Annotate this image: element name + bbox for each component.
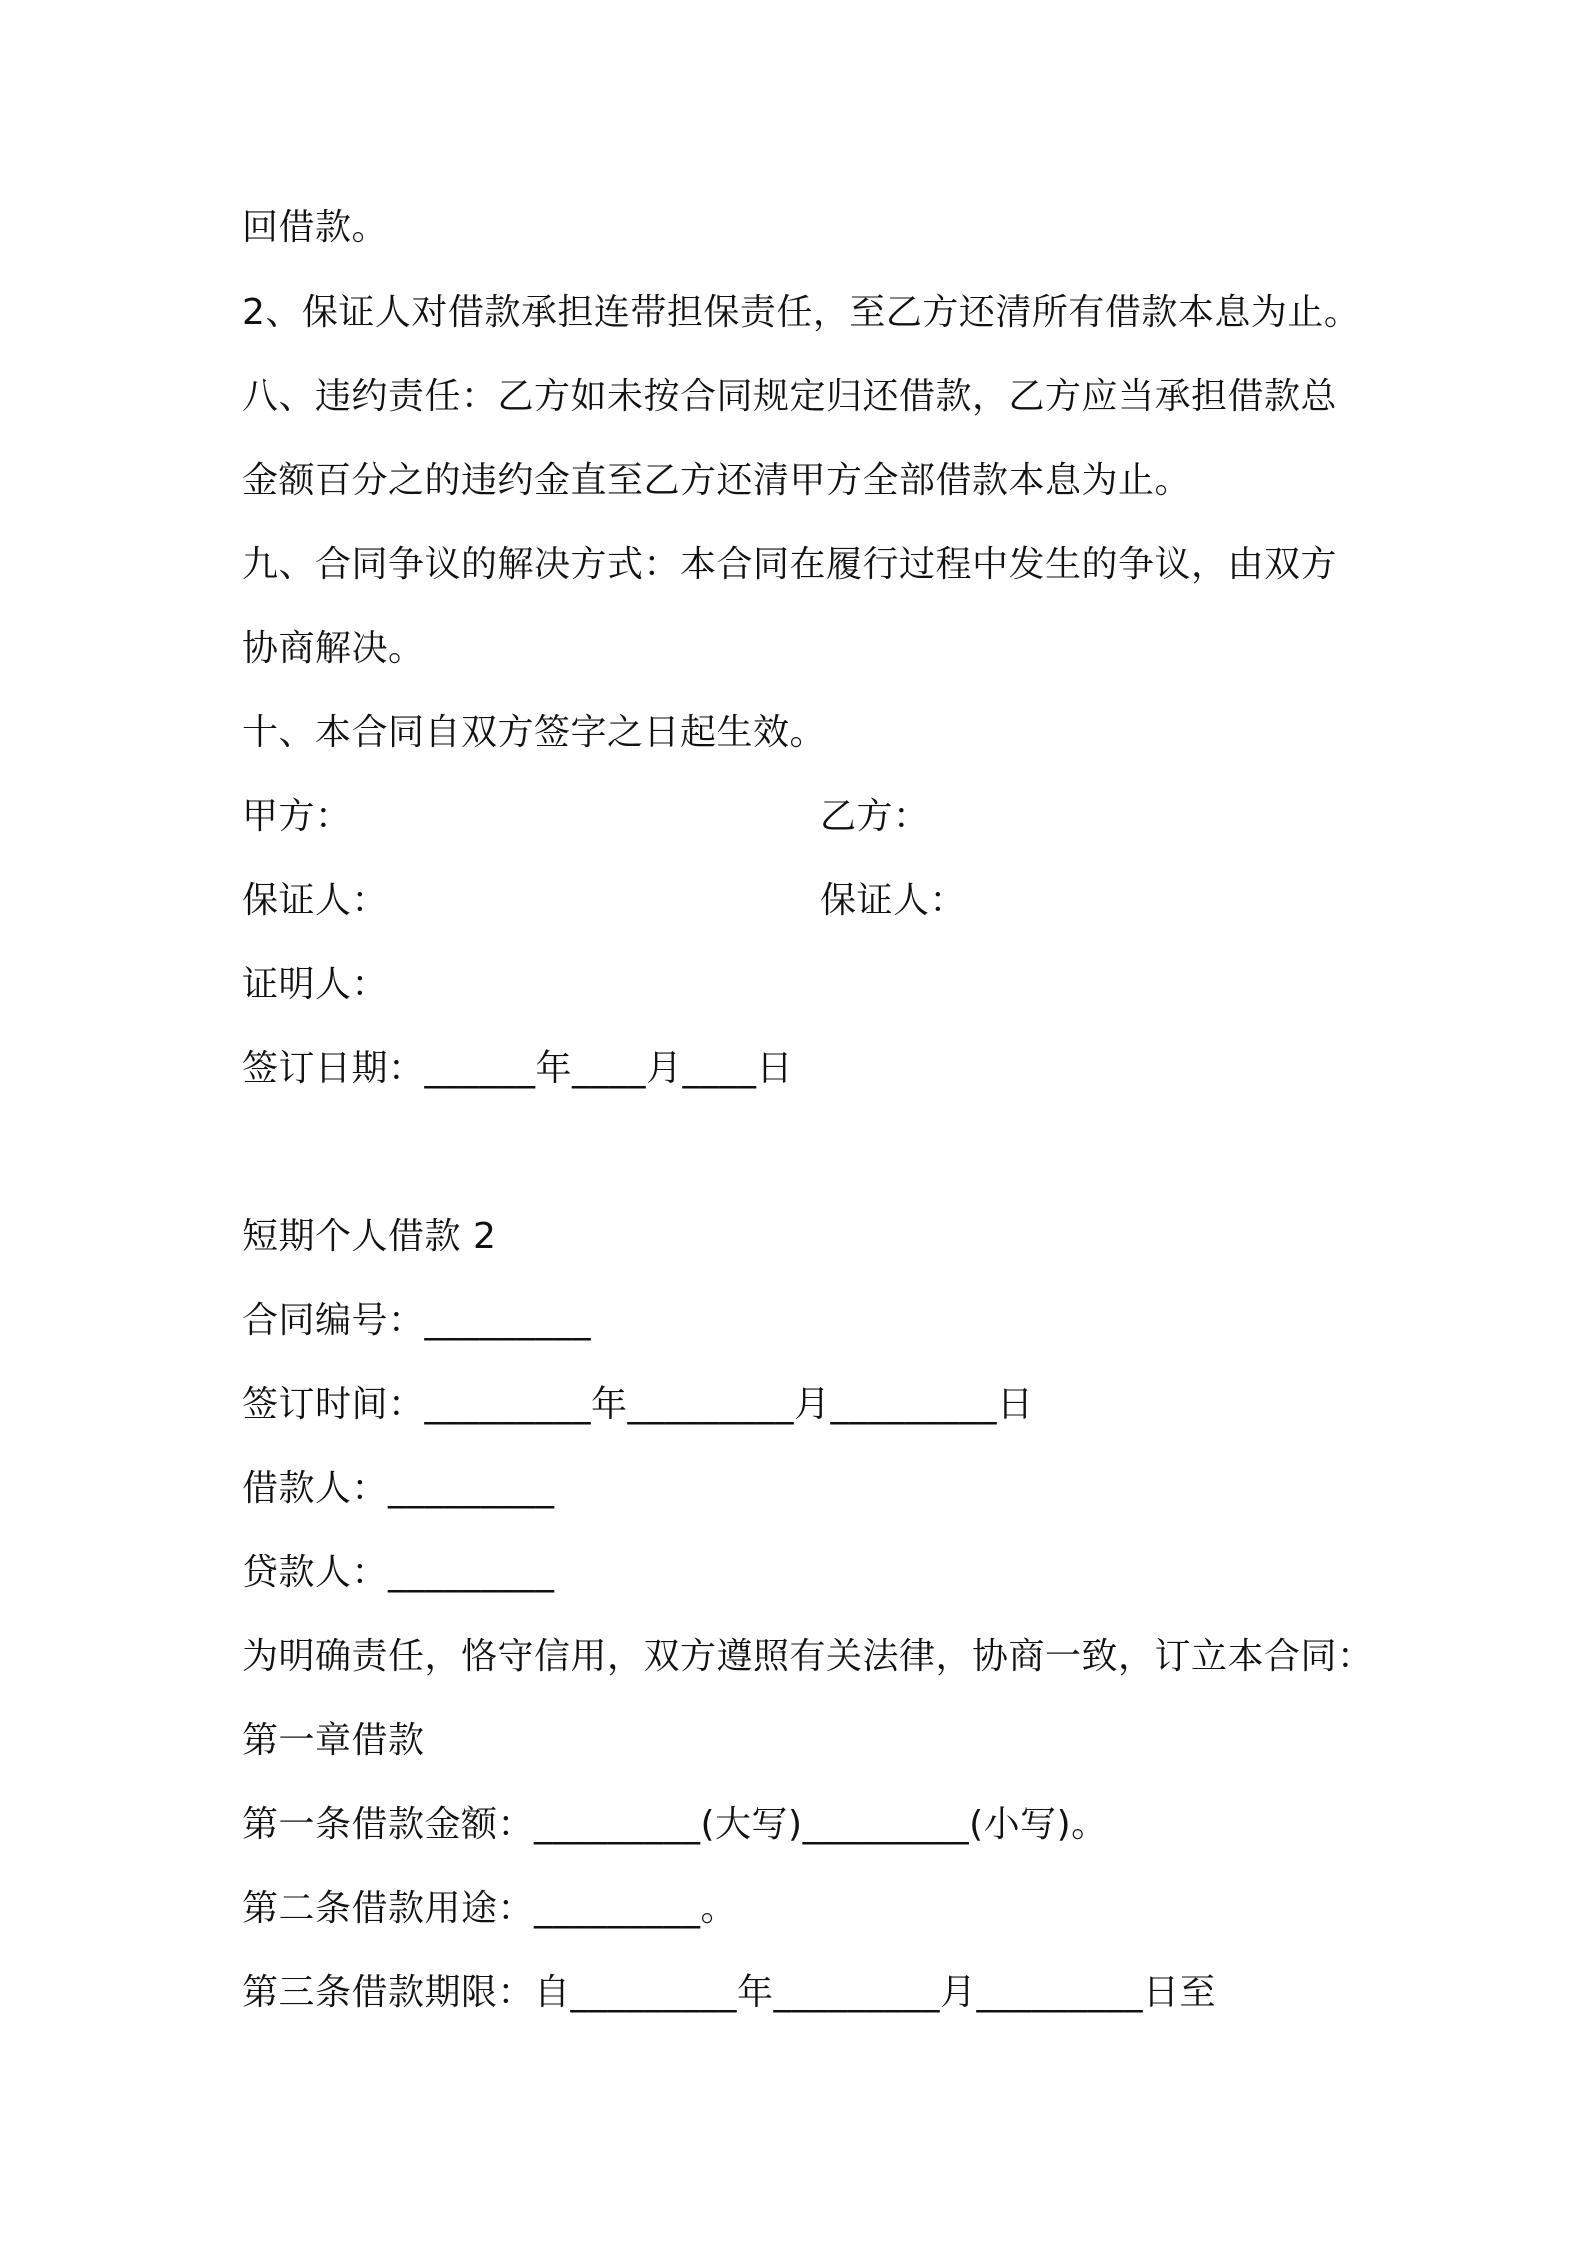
party-b-label: 乙方： [820, 796, 930, 837]
party-a-label: 甲方： [242, 796, 352, 837]
chapter-heading: 第一章借款 [242, 1720, 425, 1761]
dispute-clause-line-1: 九、合同争议的解决方式：本合同在履行过程中发生的争议，由双方 [242, 544, 1338, 585]
guarantor-b-label: 保证人： [820, 880, 967, 921]
guarantor-a-label: 保证人： [242, 880, 389, 921]
preamble-line: 为明确责任，恪守信用，双方遵照有关法律，协商一致，订立本合同： [242, 1636, 1374, 1677]
lender-line: 贷款人：_________ [242, 1552, 555, 1593]
witness-label: 证明人： [242, 964, 389, 1005]
article-2-purpose: 第二条借款用途：_________。 [242, 1888, 738, 1929]
text-line: 回借款。 [242, 207, 389, 248]
breach-clause-line-2: 金额百分之的违约金直至乙方还清甲方全部借款本息为止。 [242, 460, 1192, 501]
signature-row-guarantors [242, 877, 967, 925]
sign-date-line: 签订日期：______年____月____日 [242, 1048, 794, 1089]
dispute-clause-line-2: 协商解决。 [242, 628, 425, 669]
sign-time-line: 签订时间：_________年_________月_________日 [242, 1384, 1034, 1425]
borrower-line: 借款人：_________ [242, 1468, 555, 1509]
article-3-term: 第三条借款期限：自_________年_________月_________日至 [242, 1972, 1217, 2013]
guarantee-clause: 2、保证人对借款承担连带担保责任，至乙方还清所有借款本息为止。 [242, 292, 1361, 333]
contract-number-line: 合同编号：_________ [242, 1300, 592, 1341]
signature-row-parties [242, 793, 930, 841]
article-1-amount: 第一条借款金额：_________(大写)_________(小写)。 [242, 1804, 1108, 1845]
effective-clause: 十、本合同自双方签字之日起生效。 [242, 712, 827, 753]
section-title: 短期个人借款 2 [242, 1216, 497, 1257]
breach-clause-line-1: 八、违约责任：乙方如未按合同规定归还借款，乙方应当承担借款总 [242, 376, 1338, 417]
